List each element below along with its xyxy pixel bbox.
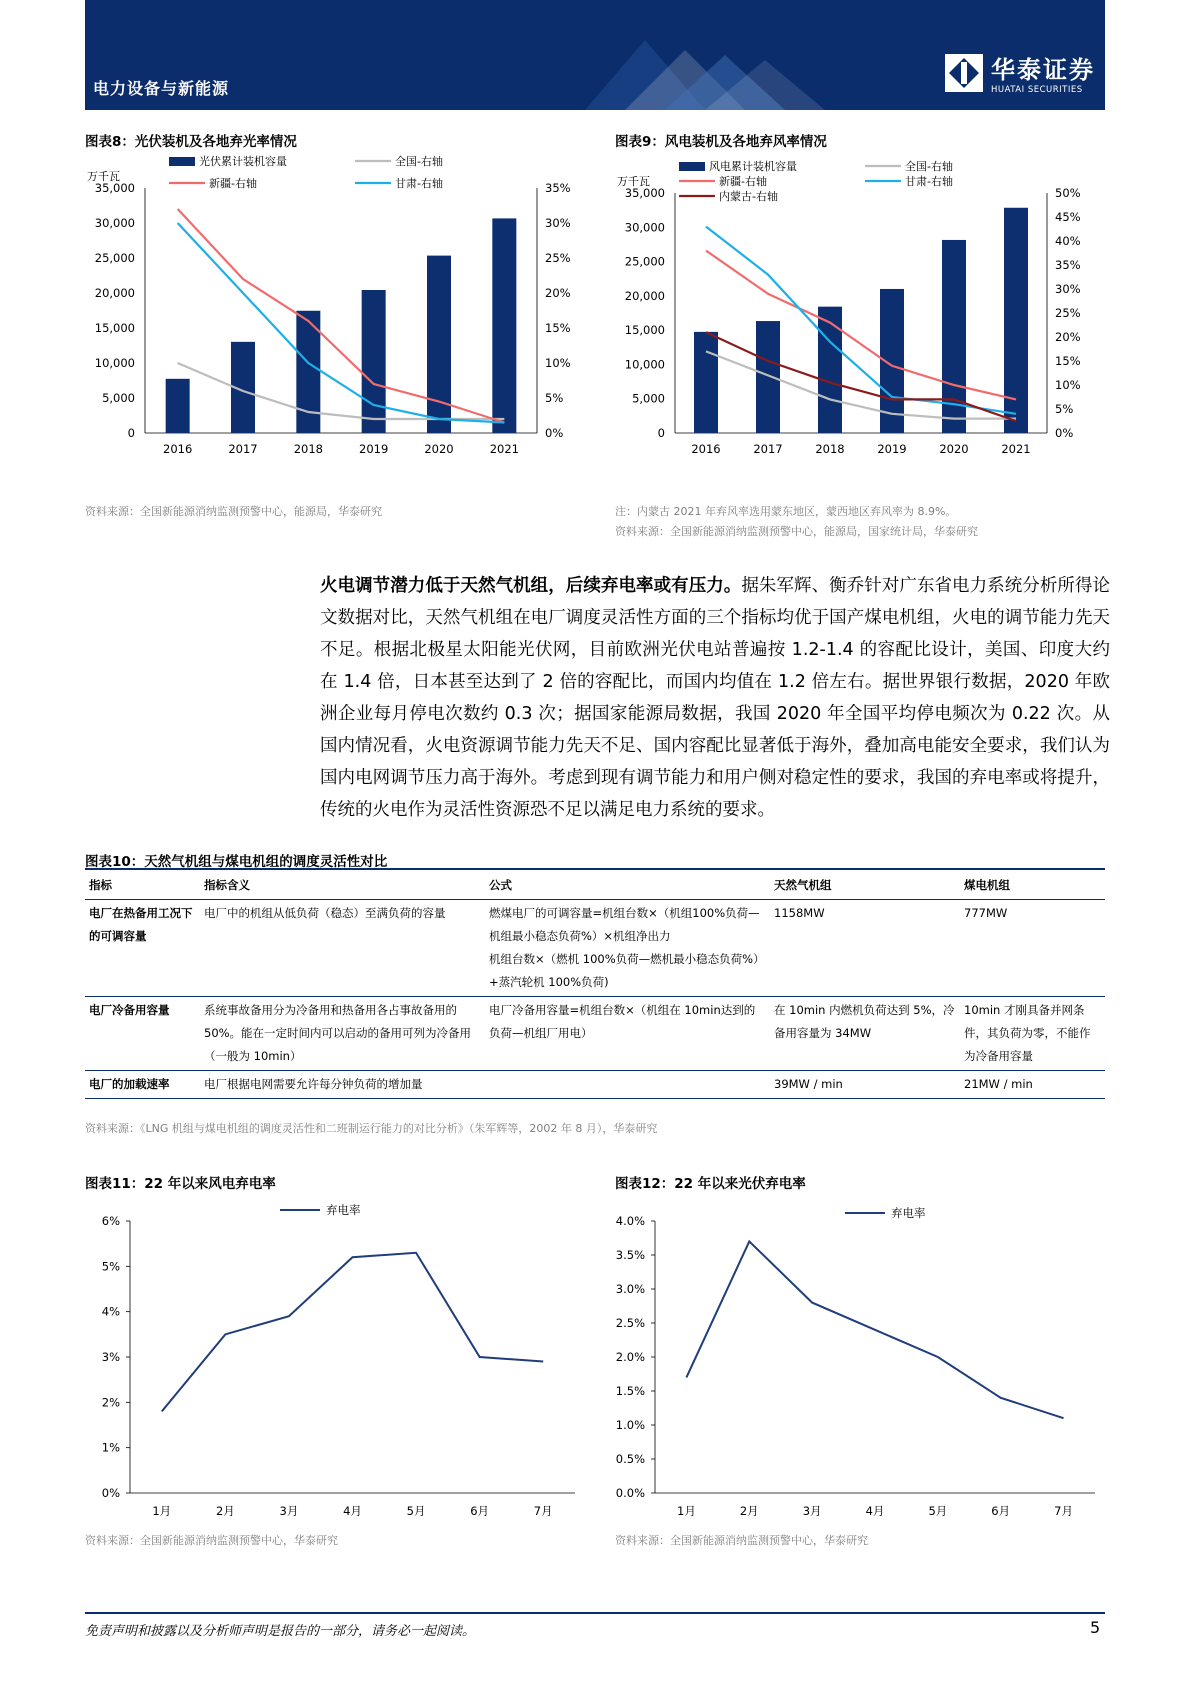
x-tick-label: 2021 bbox=[1001, 442, 1031, 456]
bar bbox=[362, 290, 386, 433]
right-tick-label: 0% bbox=[1055, 426, 1074, 440]
table-cell bbox=[485, 1071, 770, 1099]
legend-label: 弃电率 bbox=[891, 1206, 926, 1220]
table-row bbox=[85, 997, 1105, 1071]
legend-label: 新疆-右轴 bbox=[719, 175, 767, 188]
right-tick-label: 25% bbox=[1055, 306, 1081, 320]
left-tick-label: 15,000 bbox=[624, 323, 665, 338]
x-tick-label: 2019 bbox=[877, 442, 907, 456]
bar bbox=[818, 307, 842, 433]
fig8-source: 资料来源：全国新能源消纳监测预警中心，能源局，华泰研究 bbox=[85, 505, 382, 518]
table-header-cell: 指标 bbox=[89, 878, 112, 892]
legend-label: 风电累计装机容量 bbox=[709, 160, 797, 173]
bar bbox=[427, 256, 451, 433]
table-cell: 777MW bbox=[964, 906, 1008, 920]
table-cell: 在 10min 内燃机负荷达到 5%，冷备用容量为 34MW bbox=[774, 1003, 955, 1040]
unit-label: 万千瓦 bbox=[87, 170, 120, 183]
x-tick-label: 7月 bbox=[533, 1504, 553, 1518]
x-tick-label: 4月 bbox=[343, 1504, 362, 1518]
y-tick-label: 2% bbox=[101, 1395, 120, 1410]
left-tick-label: 35,000 bbox=[624, 186, 665, 200]
fig10-table bbox=[85, 872, 1105, 1099]
fig8-chart bbox=[85, 148, 595, 488]
x-tick-label: 2016 bbox=[163, 442, 193, 456]
fig9-source: 资料来源：全国新能源消纳监测预警中心，能源局，国家统计局，华泰研究 bbox=[615, 525, 978, 538]
table-cell: 电厂中的机组从低负荷（稳态）至满负荷的容量 bbox=[204, 906, 446, 920]
x-tick-label: 6月 bbox=[470, 1504, 490, 1518]
series-line bbox=[706, 351, 1016, 418]
legend-label: 内蒙古-右轴 bbox=[719, 190, 778, 203]
left-tick-label: 25,000 bbox=[94, 251, 135, 265]
table-cell: 电厂在热备用工况下的可调容量 bbox=[89, 906, 193, 943]
table-header-cell: 煤电机组 bbox=[964, 878, 1010, 892]
right-tick-label: 10% bbox=[1055, 378, 1081, 392]
legend-label: 甘肃-右轴 bbox=[905, 175, 953, 188]
left-tick-label: 10,000 bbox=[624, 357, 665, 372]
right-tick-label: 15% bbox=[1055, 354, 1081, 368]
series-line bbox=[706, 251, 1016, 400]
y-tick-label: 1.0% bbox=[615, 1418, 645, 1432]
x-tick-label: 2020 bbox=[939, 442, 969, 456]
x-tick-label: 5月 bbox=[928, 1504, 948, 1518]
x-tick-label: 2017 bbox=[753, 442, 783, 456]
left-tick-label: 5,000 bbox=[632, 391, 665, 406]
x-tick-label: 2月 bbox=[739, 1504, 759, 1518]
fig11-source: 资料来源：全国新能源消纳监测预警中心，华泰研究 bbox=[85, 1534, 338, 1547]
x-tick-label: 2017 bbox=[228, 442, 258, 456]
left-tick-label: 5,000 bbox=[102, 391, 135, 405]
bar bbox=[166, 379, 190, 433]
x-tick-label: 2019 bbox=[359, 442, 389, 456]
legend-label: 弃电率 bbox=[326, 1203, 361, 1217]
y-tick-label: 1.5% bbox=[615, 1384, 645, 1398]
legend-swatch bbox=[169, 157, 195, 166]
y-tick-label: 3% bbox=[101, 1350, 120, 1364]
x-tick-label: 7月 bbox=[1054, 1504, 1073, 1518]
right-tick-label: 35% bbox=[545, 181, 571, 195]
table-cell: 1158MW bbox=[774, 906, 825, 920]
legend-swatch bbox=[679, 162, 705, 171]
fig9-note: 注：内蒙古 2021 年弃风率选用蒙东地区，蒙西地区弃风率为 8.9%。 bbox=[615, 505, 957, 518]
left-tick-label: 20,000 bbox=[94, 286, 135, 300]
left-tick-label: 25,000 bbox=[624, 254, 665, 269]
fig10-source: 资料来源：《LNG 机组与煤电机组的调度灵活性和二班制运行能力的对比分析》（朱军辉等，2002 年 8 月），华泰研究 bbox=[85, 1122, 658, 1135]
y-tick-label: 2.0% bbox=[615, 1350, 645, 1364]
right-tick-label: 25% bbox=[545, 251, 571, 265]
x-tick-label: 1月 bbox=[677, 1504, 696, 1518]
footer-disclaimer: 免责声明和披露以及分析师声明是报告的一部分，请务必一起阅读。 bbox=[85, 1624, 476, 1639]
legend-label: 全国-右轴 bbox=[395, 155, 443, 168]
y-tick-label: 0% bbox=[101, 1486, 120, 1500]
bar bbox=[694, 332, 718, 433]
table-header-cell: 天然气机组 bbox=[774, 878, 832, 892]
x-tick-label: 2020 bbox=[424, 442, 454, 456]
huatai-logo-icon bbox=[945, 54, 983, 92]
right-tick-label: 30% bbox=[1055, 282, 1081, 296]
series-line bbox=[178, 363, 505, 419]
y-tick-label: 4.0% bbox=[615, 1214, 645, 1228]
footer-rule bbox=[85, 1612, 1105, 1614]
left-tick-label: 35,000 bbox=[94, 181, 135, 195]
x-tick-label: 3月 bbox=[802, 1504, 822, 1518]
paragraph-body: 据朱军辉、衡乔针对广东省电力系统分析所得论文数据对比，天然气机组在电厂调度灵活性方面的三个指标均优于国产煤电机组，火电的调节能力先天不足。根据北极星太阳能光伏网，目前欧洲光伏电站普遍按 1.2-1.4 的容配比设计，美国、印度大约在 1.4 倍，日本甚至达到了 2 倍的容配比，而国内均值在 1.2 倍左右。据世界银行数据，2020 年欧洲企业每月停电次数约 0.3 次；据国家能源局数据，我国 2020 年全国平均停电频次为 0.22 次。从国内情况看，火电资源调节能力先天不足、国内容配比显著低于海外，叠加高电能安全要求，我们认为国内电网调节压力高于海外。考虑到现有调节能力和用户侧对稳定性的要求，我国的弃电率或将提升，传统的火电作为灵活性资源恐不足以满足电力系统的要求。 bbox=[320, 576, 1111, 820]
table-header-row bbox=[85, 872, 1105, 900]
x-tick-label: 4月 bbox=[865, 1504, 885, 1518]
y-tick-label: 6% bbox=[101, 1214, 120, 1228]
table-cell: 燃煤电厂的可调容量=机组台数×（机组100%负荷—机组最小稳态负荷%）×机组净出力 机组台数×（燃机 100%负荷—燃机最小稳态负荷%）+蒸汽轮机 100%负荷) bbox=[489, 906, 765, 989]
x-tick-label: 3月 bbox=[279, 1504, 299, 1518]
table-cell: 39MW / min bbox=[774, 1077, 843, 1091]
left-tick-label: 20,000 bbox=[624, 288, 665, 303]
x-tick-label: 2021 bbox=[489, 442, 519, 456]
x-tick-label: 2018 bbox=[293, 442, 323, 456]
right-tick-label: 50% bbox=[1055, 186, 1081, 200]
series-line bbox=[686, 1241, 1063, 1418]
fig12-title: 图表12：22 年以来光伏弃电率 bbox=[615, 1176, 806, 1192]
series-line bbox=[178, 209, 505, 423]
left-tick-label: 30,000 bbox=[624, 220, 665, 235]
y-tick-label: 3.0% bbox=[615, 1282, 645, 1296]
y-tick-label: 1% bbox=[101, 1440, 120, 1455]
x-tick-label: 2016 bbox=[691, 442, 721, 456]
right-tick-label: 0% bbox=[545, 426, 564, 440]
right-tick-label: 15% bbox=[545, 321, 571, 335]
table-header-cell: 公式 bbox=[489, 878, 512, 892]
page-number: 5 bbox=[1090, 1618, 1101, 1637]
x-tick-label: 2018 bbox=[815, 442, 845, 456]
table-row bbox=[85, 900, 1105, 997]
right-tick-label: 35% bbox=[1055, 258, 1081, 272]
fig9-chart bbox=[615, 148, 1105, 488]
right-tick-label: 10% bbox=[545, 356, 571, 370]
legend-label: 全国-右轴 bbox=[905, 160, 953, 173]
left-tick-label: 0 bbox=[657, 426, 665, 440]
legend-label: 甘肃-右轴 bbox=[395, 177, 443, 190]
fig11-title: 图表11：22 年以来风电弃电率 bbox=[85, 1176, 276, 1192]
fig10-title: 图表10：天然气机组与煤电机组的调度灵活性对比 bbox=[85, 854, 388, 870]
fig12-source: 资料来源：全国新能源消纳监测预警中心，华泰研究 bbox=[615, 1534, 868, 1547]
fig10-top-rule bbox=[85, 868, 1105, 870]
y-tick-label: 0.0% bbox=[615, 1486, 645, 1500]
paragraph-lead: 火电调节潜力低于天然气机组，后续弃电率或有压力。 bbox=[320, 576, 742, 596]
page-header bbox=[85, 0, 1105, 110]
table-header-cell: 指标含义 bbox=[204, 878, 250, 892]
logo-text-cn: 华泰证券 bbox=[991, 56, 1095, 84]
logo-text-en: HUATAI SECURITIES bbox=[991, 85, 1083, 95]
brand-logo bbox=[945, 50, 1095, 95]
table-cell: 10min 才刚具备并网条件，其负荷为零，不能作为冷备用容量 bbox=[964, 1003, 1091, 1063]
body-paragraph bbox=[320, 570, 1110, 826]
table-row bbox=[85, 1071, 1105, 1099]
right-tick-label: 5% bbox=[1055, 402, 1074, 416]
y-tick-label: 0.5% bbox=[615, 1452, 645, 1466]
x-tick-label: 1月 bbox=[152, 1504, 172, 1518]
x-tick-label: 2月 bbox=[215, 1504, 235, 1518]
unit-label: 万千瓦 bbox=[617, 175, 650, 188]
y-tick-label: 2.5% bbox=[615, 1316, 645, 1330]
right-tick-label: 20% bbox=[545, 286, 571, 300]
legend-label: 新疆-右轴 bbox=[209, 177, 257, 190]
legend-label: 光伏累计装机容量 bbox=[199, 155, 287, 168]
table-cell: 电厂的加载速率 bbox=[89, 1077, 170, 1091]
fig11-chart bbox=[85, 1196, 585, 1526]
series-line bbox=[162, 1253, 543, 1412]
bar bbox=[492, 218, 516, 433]
bar bbox=[756, 321, 780, 433]
x-tick-label: 6月 bbox=[991, 1504, 1011, 1518]
fig12-chart bbox=[615, 1196, 1105, 1526]
right-tick-label: 5% bbox=[545, 391, 564, 405]
report-section: 电力设备与新能源 bbox=[93, 79, 230, 98]
right-tick-label: 30% bbox=[545, 216, 571, 230]
x-tick-label: 5月 bbox=[406, 1504, 426, 1518]
series-line bbox=[706, 227, 1016, 414]
left-tick-label: 0 bbox=[127, 426, 135, 440]
table-cell: 系统事故备用分为冷备用和热备用各占事故备用的 50%。能在一定时间内可以启动的备用可列为冷备用（一般为 10min） bbox=[204, 1003, 472, 1063]
right-tick-label: 45% bbox=[1055, 210, 1081, 224]
left-tick-label: 15,000 bbox=[94, 321, 135, 335]
table-cell: 电厂冷备用容量=机组台数×（机组在 10min达到的负荷—机组厂用电） bbox=[489, 1003, 756, 1040]
left-tick-label: 10,000 bbox=[94, 356, 135, 370]
fig9-title: 图表9：风电装机及各地弃风率情况 bbox=[615, 134, 827, 150]
right-tick-label: 40% bbox=[1055, 234, 1081, 248]
y-tick-label: 4% bbox=[101, 1304, 120, 1319]
y-tick-label: 3.5% bbox=[615, 1248, 645, 1262]
table-cell: 21MW / min bbox=[964, 1077, 1033, 1091]
fig8-title: 图表8：光伏装机及各地弃光率情况 bbox=[85, 134, 297, 150]
left-tick-label: 30,000 bbox=[94, 216, 135, 230]
series-line bbox=[178, 223, 505, 423]
y-tick-label: 5% bbox=[101, 1259, 120, 1274]
table-cell: 电厂根据电网需要允许每分钟负荷的增加量 bbox=[204, 1077, 423, 1091]
table-cell: 电厂冷备用容量 bbox=[89, 1003, 170, 1017]
right-tick-label: 20% bbox=[1055, 330, 1081, 344]
